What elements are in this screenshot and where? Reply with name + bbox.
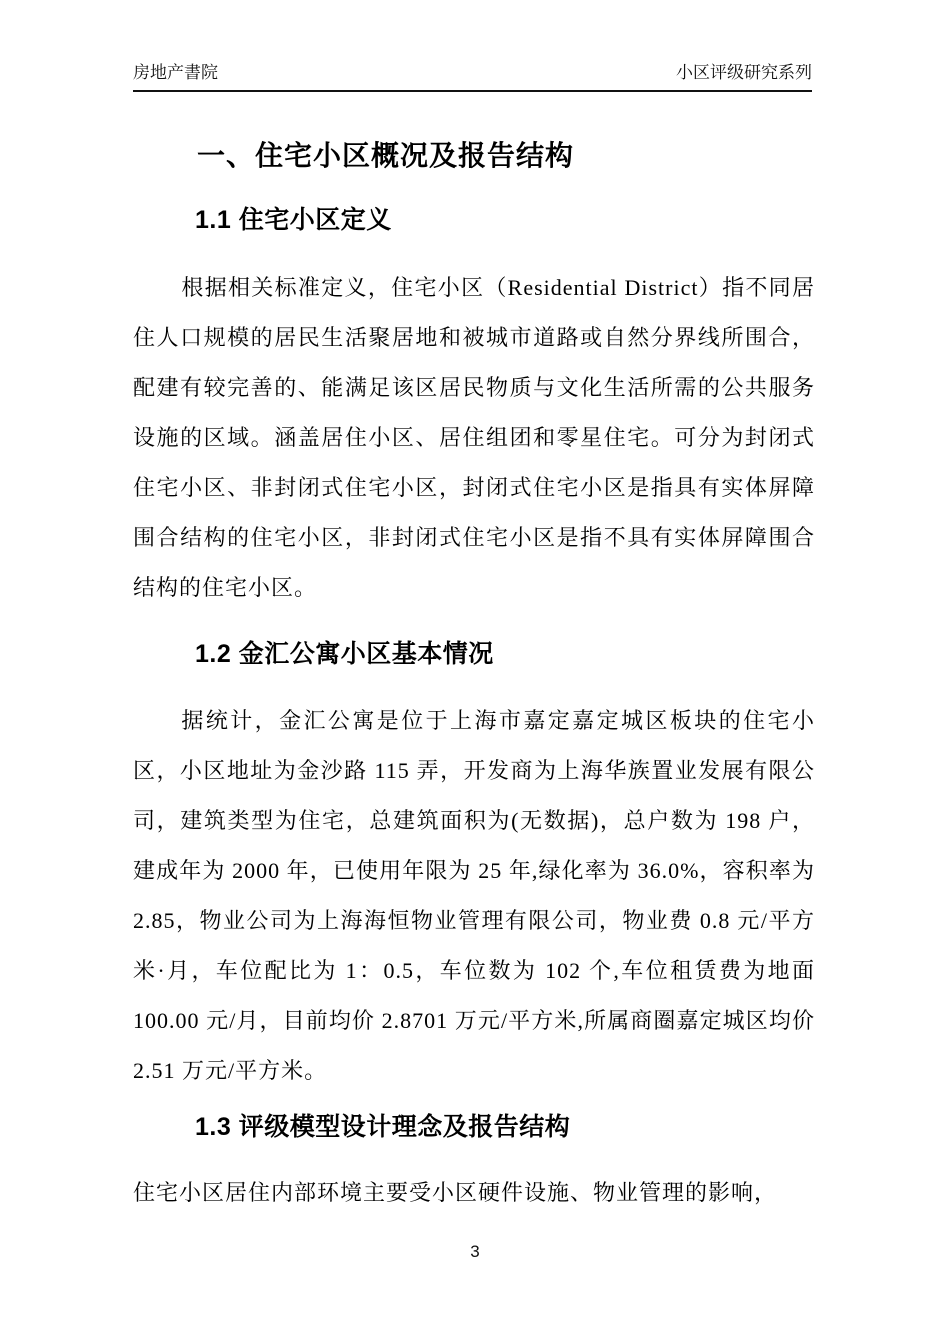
header-left-text: 房地产書院 [133,63,218,82]
section-heading-1-2: 1.2 金汇公寓小区基本情况 [195,640,494,668]
page-content [133,90,815,1218]
page-header [133,58,812,92]
header-right-text: 小区评级研究系列 [676,63,812,82]
page-number: 3 [470,1242,480,1261]
paragraph-definition: 根据相关标准定义，住宅小区（Residential District）指不同居住人口规模的居民生活聚居地和被城市道路或自然分界线所围合，配建有较完善的、能满足该区居民物质与文化生活所需的公共服务设施的区域。涵盖居住小区、居住组团和零星住宅。可分为封闭式住宅小区、非封闭式住宅小区，封闭式住宅小区是指具有实体屏障围合结构的住宅小区，非封闭式住宅小区是指不具有实体屏障围合结构的住宅小区。 [133,275,815,600]
chapter-title: 一、住宅小区概况及报告结构 [197,140,575,171]
section-heading-1-1: 1.1 住宅小区定义 [195,206,392,234]
section-heading-1-3: 1.3 评级模型设计理念及报告结构 [195,1113,571,1141]
paragraph-model-intro: 住宅小区居住内部环境主要受小区硬件设施、物业管理的影响， [133,1180,778,1205]
paragraph-basic-info: 据统计，金汇公寓是位于上海市嘉定嘉定城区板块的住宅小区，小区地址为金沙路 115 弄，开发商为上海华族置业发展有限公司，建筑类型为住宅，总建筑面积为(无数据)，总户数为 198 户，建成年为 2000 年，已使用年限为 25 年,绿化率为 36.0%，容积率为 2.85，物业公司为上海海恒物业管理有限公司，物业费 0.8 元/平方米·月，车位配比为 1：0.5，车位数为 102 个,车位租赁费为地面 100.00 元/月，目前均价 2.8701 万元/平方米,所属商圈嘉定城区均价 2.51 万元/平方米。 [133,708,815,1083]
